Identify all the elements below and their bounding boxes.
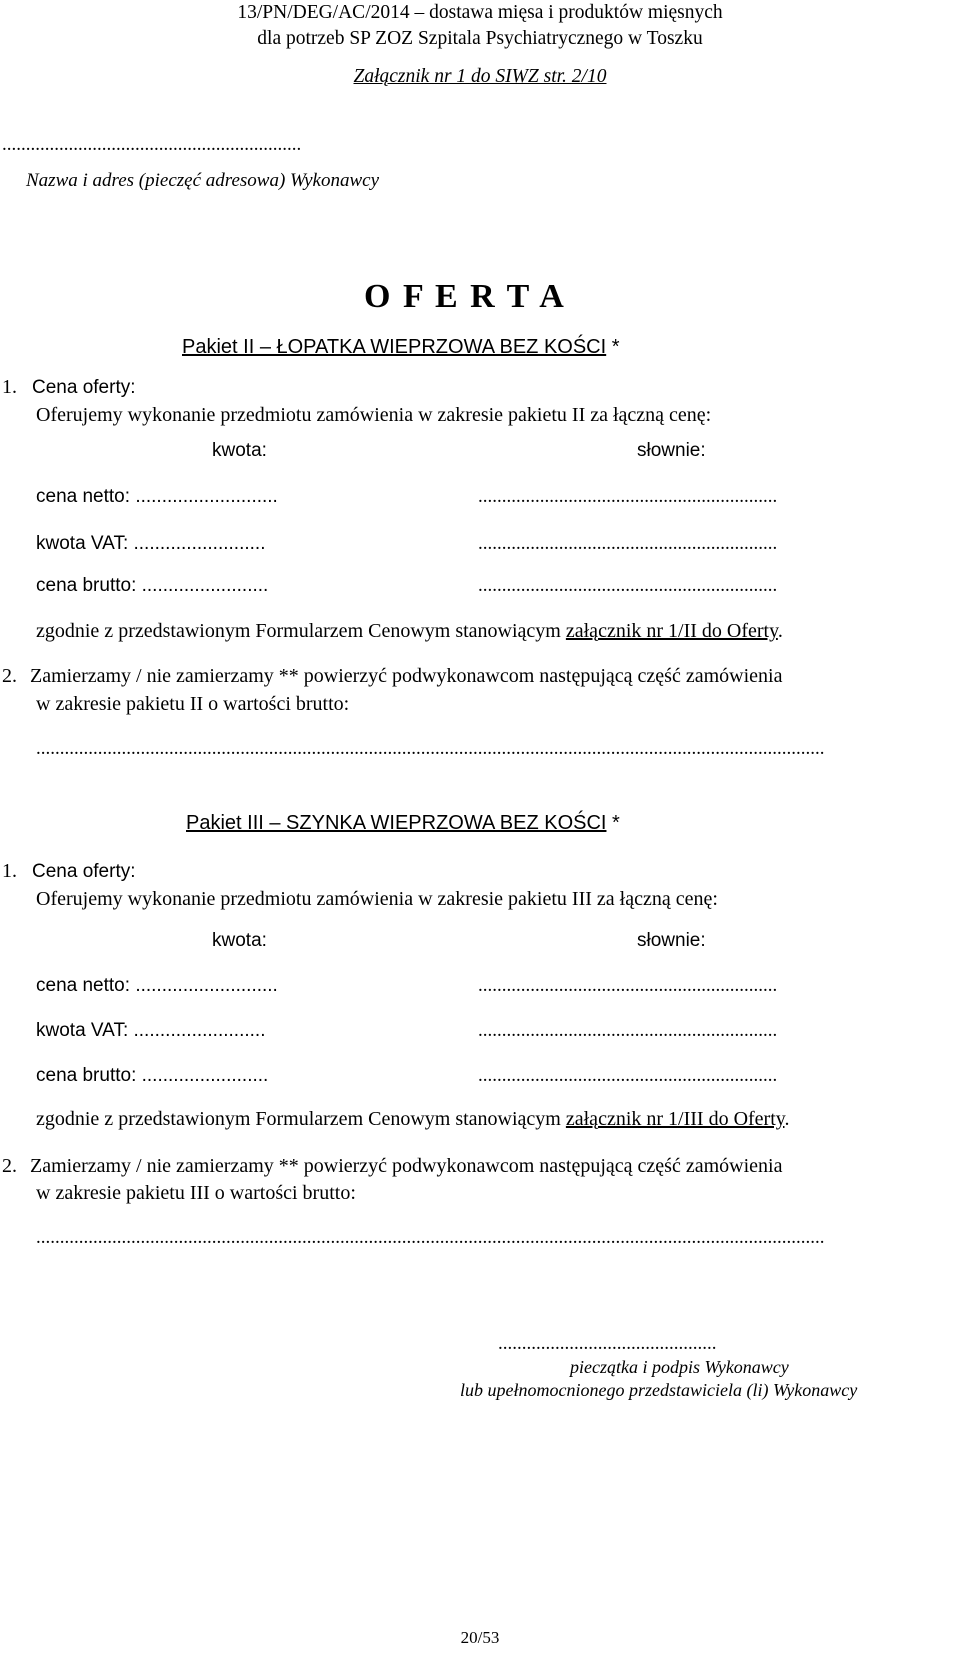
package-3-offer-text: Oferujemy wykonanie przedmiotu zamówienia w zakresie pakietu III za łączną cenę:: [36, 888, 718, 910]
package-2-price-heading: [2, 376, 136, 399]
package-2-row-vat-words: ...............................................................: [478, 533, 778, 554]
package-2-row-netto-label: [36, 486, 278, 508]
package-3-price-label: Cena oferty:: [32, 861, 136, 882]
package-2-row-vat-amount: .........................: [133, 533, 266, 554]
package-3-row-netto-label: [36, 975, 278, 997]
signature-line-2: lub upełnomocnionego przedstawiciela (li) Wykonawcy: [460, 1380, 858, 1400]
contractor-dots: ...............................................................: [2, 134, 302, 155]
header-annex-ref: Załącznik nr 1 do SIWZ str. 2/10: [353, 66, 607, 87]
package-3-sub-line2: w zakresie pakietu III o wartości brutto:: [36, 1182, 356, 1204]
package-2-asterisk: *: [611, 336, 620, 358]
package-3-row-netto-words: ...............................................................: [478, 975, 778, 996]
signature-dots: ..............................................: [498, 1333, 717, 1354]
package-2-subcontract: [2, 665, 782, 688]
signature-line-1: pieczątka i podpis Wykonawcy: [570, 1357, 789, 1377]
package-2-according: [36, 620, 783, 643]
package-3-according-text: zgodnie z przedstawionym Formularzem Cenowym stanowiącym: [36, 1108, 561, 1130]
package-2-offer-text: Oferujemy wykonanie przedmiotu zamówienia w zakresie pakietu II za łączną cenę:: [36, 404, 712, 426]
package-3-asterisk: *: [612, 812, 620, 834]
package-3-annex-ref: załącznik nr 1/III do Oferty: [565, 1108, 785, 1130]
contractor-label: Nazwa i adres (pieczęć adresowa) Wykonawcy: [26, 170, 380, 191]
package-2-row-brutto-words: ...............................................................: [478, 575, 778, 596]
package-2-sub-num: 2.: [2, 665, 17, 687]
package-3-col-words: słownie:: [637, 930, 706, 951]
package-3-row-brutto-words: ...............................................................: [478, 1065, 778, 1086]
package-3-row-brutto-text: cena brutto:: [36, 1065, 137, 1086]
package-2-according-end: .: [777, 620, 783, 642]
package-2-price-label: Cena oferty:: [32, 377, 136, 398]
package-2-sub-line2: w zakresie pakietu II o wartości brutto:: [36, 693, 350, 715]
package-3-sub-num: 2.: [2, 1155, 17, 1177]
package-2-sub-line1: Zamierzamy / nie zamierzamy ** powierzyć podwykonawcom następującą część zamówienia: [30, 665, 783, 687]
package-2-price-num: 1.: [2, 376, 17, 398]
package-3-row-vat-amount: .........................: [133, 1020, 266, 1041]
package-2-row-netto-words: ...............................................................: [478, 486, 778, 507]
header-line-1: 13/PN/DEG/AC/2014 – dostawa mięsa i produktów mięsnych: [237, 2, 723, 23]
package-3-subcontract: [2, 1155, 782, 1178]
package-2-col-amount: kwota:: [212, 440, 267, 461]
package-3-sub-line1: Zamierzamy / nie zamierzamy ** powierzyć podwykonawcom następującą część zamówienia: [30, 1155, 783, 1177]
package-2-row-brutto-text: cena brutto:: [36, 575, 137, 596]
package-3-price-num: 1.: [2, 860, 17, 882]
package-3-sub-dots: ......................................................................................................................................................................: [36, 1227, 825, 1248]
package-3-row-netto-text: cena netto:: [36, 975, 131, 996]
package-2-row-brutto-amount: ........................: [141, 575, 269, 596]
package-2-according-text: zgodnie z przedstawionym Formularzem Cenowym stanowiącym: [36, 620, 561, 642]
package-3-according: [36, 1108, 789, 1131]
package-3-row-netto-amount: ...........................: [135, 975, 278, 996]
package-3-row-vat-words: ...............................................................: [478, 1020, 778, 1041]
package-2-row-brutto-label: [36, 575, 268, 597]
page-number: 20/53: [460, 1628, 500, 1647]
package-2-row-netto-amount: ...........................: [135, 486, 278, 507]
package-3-heading-text: Pakiet III – SZYNKA WIEPRZOWA BEZ KOŚCI: [186, 812, 607, 834]
package-2-row-netto-text: cena netto:: [36, 486, 131, 507]
package-3-row-vat-text: kwota VAT:: [36, 1020, 129, 1041]
header-line-2: dla potrzeb SP ZOZ Szpitala Psychiatrycznego w Toszku: [257, 28, 703, 49]
package-2-sub-dots: ......................................................................................................................................................................: [36, 738, 825, 759]
package-2-row-vat-label: [36, 533, 265, 555]
package-2-row-vat-text: kwota VAT:: [36, 533, 129, 554]
package-3-price-heading: [2, 860, 136, 883]
package-2-heading: [182, 336, 620, 359]
package-3-according-end: .: [784, 1108, 790, 1130]
package-3-col-amount: kwota:: [212, 930, 267, 951]
package-3-heading: [186, 812, 620, 835]
package-2-annex-ref: załącznik nr 1/II do Oferty: [565, 620, 778, 642]
package-2-heading-text: Pakiet II – ŁOPATKA WIEPRZOWA BEZ KOŚCI: [182, 336, 607, 358]
offer-title: O F E R T A: [364, 278, 566, 315]
package-3-row-vat-label: [36, 1020, 265, 1042]
package-2-col-words: słownie:: [637, 440, 706, 461]
package-3-row-brutto-amount: ........................: [141, 1065, 269, 1086]
package-3-row-brutto-label: [36, 1065, 268, 1087]
